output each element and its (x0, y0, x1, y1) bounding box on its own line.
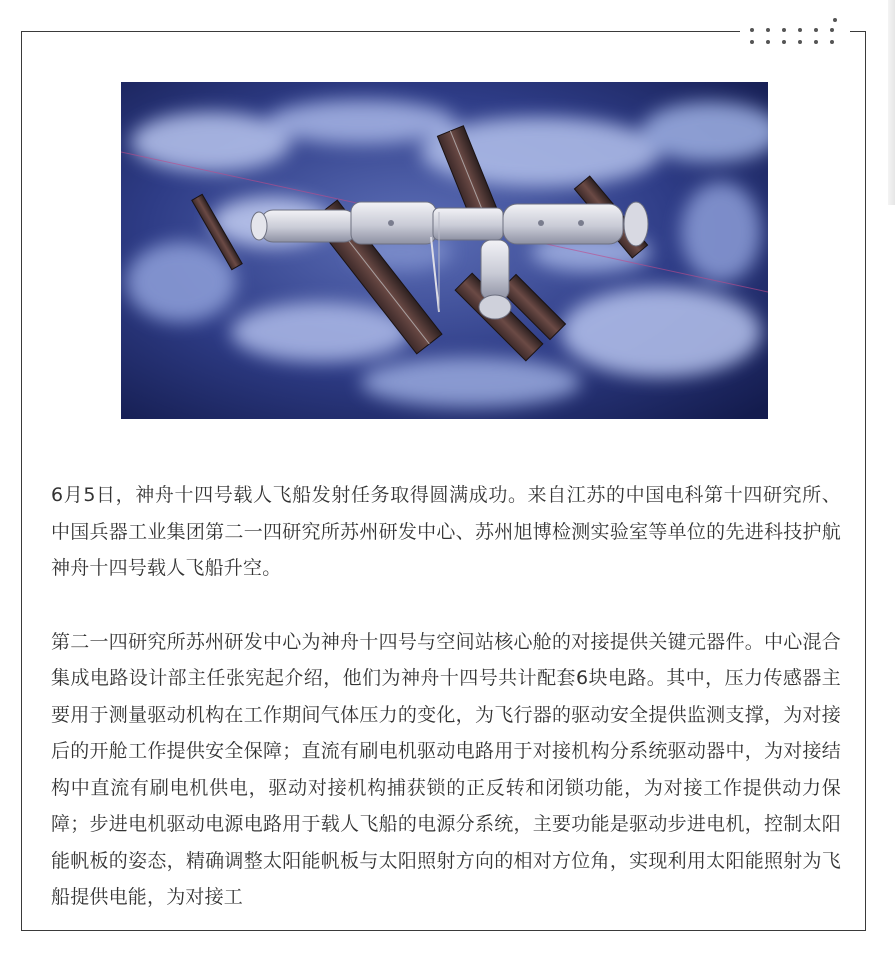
right-edge-strip (888, 0, 895, 205)
space-station-illustration (121, 82, 768, 419)
decorative-dots (750, 18, 840, 48)
article-body (51, 477, 841, 953)
space-station-photo (121, 82, 768, 419)
paragraph-research-center: 第二一四研究所苏州研发中心为神舟十四号与空间站核心舱的对接提供关键元器件。中心混合集成电路设计部主任张宪起介绍，他们为神舟十四号共计配套6块电路。其中，压力传感器主要用于测量驱动机构在工作期间气体压力的变化，为飞行器的驱动安全提供监测支撑，为对接后的开舱工作提供安全保障；直流有刷电机驱动电路用于对接机构分系统驱动器中，为对接结构中直流有刷电机供电，驱动对接机构捕获锁的正反转和闭锁功能，为对接工作提供动力保障；步进电机驱动电源电路用于载人飞船的电源分系统，主要功能是驱动步进电机，控制太阳能帆板的姿态，精确调整太阳能帆板与太阳照射方向的相对方位角，实现利用太阳能照射为飞船提供电能，为对接工 (51, 630, 841, 908)
paragraph-launch-success: 6月5日，神舟十四号载人飞船发射任务取得圆满成功。来自江苏的中国电科第十四研究所、中国兵器工业集团第二一四研究所苏州研发中心、苏州旭博检测实验室等单位的先进科技护航神舟十四号载人飞船升空。 (51, 484, 841, 579)
